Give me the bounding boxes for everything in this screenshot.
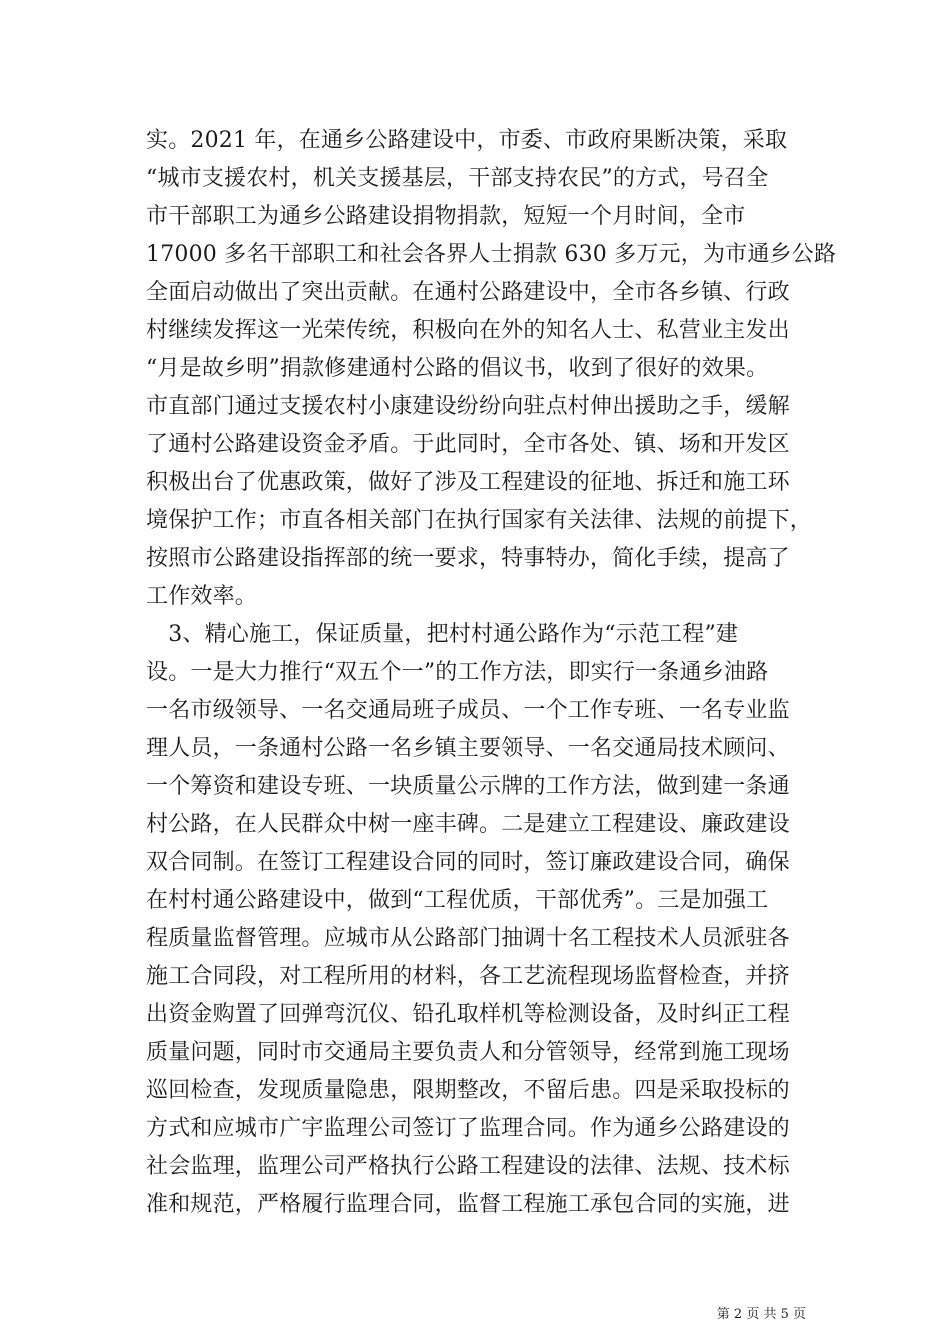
text-line-20: 双合同制。在签订工程建设合同的同时，签订廉政建设合同，确保 [146,850,790,875]
text-line-4: 17000 多名干部职工和社会各界人士捐款 630 多万元，为市通乡公路 [146,242,837,267]
text-line-3: 市干部职工为通乡公路建设捐物捐款，短短一个月时间，全市 [146,204,746,229]
text-line-14: 3、精心施工，保证质量，把村村通公路作为“示范工程”建 [146,622,739,647]
text-line-24: 出资金购置了回弹弯沉仪、铅孔取样机等检测设备，及时纠正工程 [146,1002,790,1027]
text-line-6: 村继续发挥这一光荣传统，积极向在外的知名人士、私营业主发出 [146,318,790,343]
text-line-9: 了通村公路建设资金矛盾。于此同时，全市各处、镇、场和开发区 [146,432,790,457]
page-number-footer: 第 2 页 共 5 页 [716,1307,806,1322]
text-line-27: 方式和应城市广宇监理公司签订了监理合同。作为通乡公路建设的 [146,1116,790,1141]
text-line-1: 实。2021 年，在通乡公路建设中，市委、市政府果断决策，采取 [146,128,788,153]
text-line-28: 社会监理，监理公司严格执行公路工程建设的法律、法规、技术标 [146,1154,790,1179]
text-line-19: 村公路，在人民群众中树一座丰碑。二是建立工程建设、廉政建设 [146,812,790,837]
text-line-8: 市直部门通过支援农村小康建设纷纷向驻点村伸出援助之手，缓解 [146,394,790,419]
text-line-5: 全面启动做出了突出贡献。在通村公路建设中，全市各乡镇、行政 [146,280,790,305]
text-line-17: 理人员，一条通村公路一名乡镇主要领导、一名交通局技术顾问、 [146,736,790,761]
text-line-29: 准和规范，严格履行监理合同，监督工程施工承包合同的实施，进 [146,1192,790,1217]
text-line-12: 按照市公路建设指挥部的统一要求，特事特办，简化手续，提高了 [146,546,790,571]
text-line-26: 巡回检查，发现质量隐患，限期整改，不留后患。四是采取投标的 [146,1078,790,1103]
text-line-15: 设。一是大力推行“双五个一”的工作方法，即实行一条通乡油路 [146,660,769,685]
text-line-23: 施工合同段，对工程所用的材料，各工艺流程现场监督检查，并挤 [146,964,790,989]
text-line-21: 在村村通公路建设中，做到“工程优质，干部优秀”。三是加强工 [146,888,769,913]
text-line-22: 程质量监督管理。应城市从公路部门抽调十名工程技术人员派驻各 [146,926,790,951]
text-line-18: 一个筹资和建设专班、一块质量公示牌的工作方法，做到建一条通 [146,774,790,799]
text-line-11: 境保护工作；市直各相关部门在执行国家有关法律、法规的前提下， [146,508,813,533]
text-line-13: 工作效率。 [146,584,258,609]
text-line-7: “月是故乡明”捐款修建通村公路的倡议书，收到了很好的效果。 [146,356,769,381]
text-line-25: 质量问题，同时市交通局主要负责人和分管领导，经常到施工现场 [146,1040,790,1065]
text-line-10: 积极出台了优惠政策，做好了涉及工程建设的征地、拆迁和施工环 [146,470,790,495]
text-line-2: “城市支援农村，机关支援基层，干部支持农民”的方式，号召全 [146,166,769,191]
text-line-16: 一名市级领导、一名交通局班子成员、一个工作专班、一名专业监 [146,698,790,723]
